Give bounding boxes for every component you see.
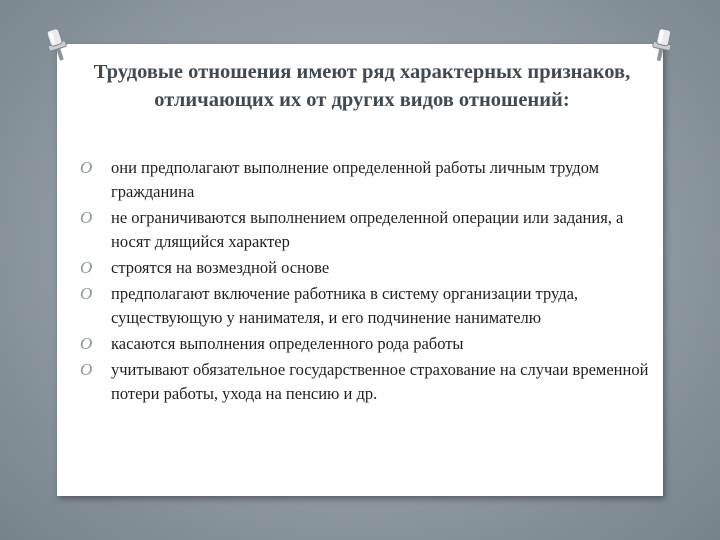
bullet-marker: O (80, 257, 93, 277)
list-item (78, 332, 656, 356)
pushpin-icon (41, 24, 73, 65)
bullet-text: касаются выполнения определенного рода работы (111, 333, 464, 353)
list-item (78, 358, 656, 405)
pushpin-icon (647, 25, 676, 65)
list-item (78, 156, 656, 203)
slide-title: Трудовые отношения имеют ряд характерных признаков, отличающих их от других видов отношений: (93, 61, 631, 111)
bullet-marker: O (80, 158, 93, 177)
bullet-marker: O (80, 207, 93, 227)
bullet-text: они предполагают выполнение определенной работы личным трудом гражданина (111, 158, 600, 201)
bullet-text: не ограничиваются выполнением определенной операции или задания, а носят длящийся характер (111, 207, 624, 251)
bullet-text: предполагают включение работника в систему организации труда, существующую у нанимателя, и его подчинение нанимателю (111, 284, 579, 327)
bullet-list (78, 156, 656, 408)
bullet-text: учитывают обязательное государственное страхование на случаи временной потери работы, ухода на пенсию и др. (111, 360, 649, 403)
bullet-text: строятся на возмездной основе (111, 257, 330, 277)
list-item (78, 282, 656, 329)
list-item (78, 256, 656, 280)
bullet-marker: O (80, 333, 93, 353)
bullet-marker: O (80, 284, 93, 304)
bullet-marker: O (80, 360, 93, 380)
list-item (78, 206, 656, 253)
